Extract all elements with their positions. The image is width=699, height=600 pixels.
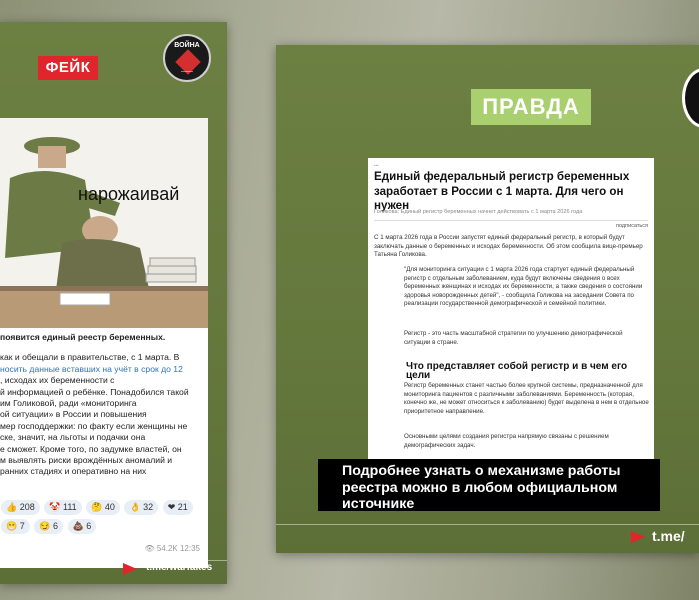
truth-badge: ПРАВДА [471, 89, 591, 125]
article-quote: "Для мониторинга ситуации с 1 марта 2026 года стартует единый федеральный регистр с отдельным заболеванием, куда будут включены сведения о всех беременных женщинах и исходах их беременности, а также сведения о состоянии здоровья новорожденных детей", - сообщила Голикова на заседании Совета по реализации государственной демографической и семейной политики. [404, 266, 643, 308]
cartoon-drawing-icon [0, 118, 208, 328]
reaction-item[interactable]: 😏 6 [34, 519, 63, 534]
article-divider [374, 220, 648, 221]
cartoon-illustration [0, 118, 208, 328]
caption-banner: Подробнее узнать о механизме работы реестра можно в любом официальном источнике [318, 459, 660, 511]
post-text [0, 332, 206, 478]
reaction-item[interactable]: 😁 7 [1, 519, 30, 534]
arrow-right-icon [123, 563, 137, 575]
article-paragraph: Регистр - это часть масштабной стратегии по улучшению демографической ситуации в стране. [404, 330, 623, 346]
article-title: Единый федеральный регистр беременных заработает в России с 1 марта. Для чего он нужен [374, 170, 630, 213]
post-line: е сможет. Кроме того, по задумке властей, он [0, 443, 182, 454]
telegram-post-screenshot [0, 118, 208, 568]
reaction-item[interactable]: 🤔 40 [86, 500, 120, 515]
post-line: как и обещали в правительстве, с 1 марта. В [0, 352, 180, 363]
article-subtitle: Голикова: Единый регистр беременных начнет действовать с 1 марта 2026 года [374, 209, 583, 215]
post-title: появится единый реестр беременных. [0, 332, 166, 342]
eye-icon: 👁 [144, 544, 155, 553]
post-time: 12:35 [179, 544, 200, 553]
reaction-item[interactable]: 👍 208 [1, 500, 40, 515]
logo-subtext: —— [181, 69, 193, 75]
post-line: ранних стадиях и оперативно на них [0, 466, 147, 477]
channel-url[interactable]: t.me/ [652, 528, 685, 544]
post-line: , исходах их беременности с [0, 375, 115, 386]
post-line: носить данные вставших на учёт в срок до 12 [0, 363, 183, 374]
fake-badge: ФЕЙК [38, 56, 98, 80]
channel-url[interactable]: t.me/warfakes [146, 562, 213, 573]
article-paragraph: Основными целями создания регистра напрямую связаны с решением демографических задач. [404, 433, 609, 449]
arrow-right-icon [631, 531, 645, 543]
post-line: им Голиковой, ради «мониторинга [0, 398, 137, 409]
footer-divider [276, 524, 699, 525]
post-line: й информацией о ребёнке. Понадобился такой [0, 386, 189, 397]
article-paragraph: С 1 марта 2026 года в России запустят единый федеральный регистр, в который будут заключать данные о беременных и исходах беременности. Об этом сообщила вице-премьер Татьяна Голикова. [374, 234, 643, 259]
reaction-item[interactable]: 🤡 111 [44, 500, 81, 515]
logo-text: ВОЙНА [174, 42, 200, 49]
article-heading: Что представляет собой регистр и в чем его цели [406, 361, 628, 381]
channel-logo [163, 34, 211, 82]
reactions-bar [0, 498, 208, 536]
article-paragraph: Регистр беременных станет частью более крупной системы, предназначенной для мониторинга пациентов с различными заболеваниями. Беременность (которая, конечно же, не может относиться к заболеванию) будет выделена в нем в отдельное приоритетное направление. [404, 382, 649, 415]
post-meta [144, 544, 200, 553]
reaction-item[interactable]: ❤ 21 [163, 500, 193, 515]
illustration-caption: нарожаивай [78, 184, 180, 204]
reaction-item[interactable]: 👌 32 [124, 500, 158, 515]
article-screenshot [368, 158, 654, 508]
post-line: м выявлять риски врождённых аномалий и [0, 455, 173, 466]
post-line: мер господдержки: по факту если женщины не [0, 420, 188, 431]
post-line: ске, значит, на льготы и подачки она [0, 432, 146, 443]
reaction-item[interactable]: 💩 6 [68, 519, 97, 534]
share-label[interactable]: подписаться [616, 223, 648, 229]
fake-card [0, 22, 227, 584]
footer-divider [0, 560, 227, 561]
views-count: 54.2K [156, 544, 178, 553]
article-top-meta: ••• [374, 163, 379, 168]
post-line: ой ситуации» в России и повышения [0, 409, 147, 420]
